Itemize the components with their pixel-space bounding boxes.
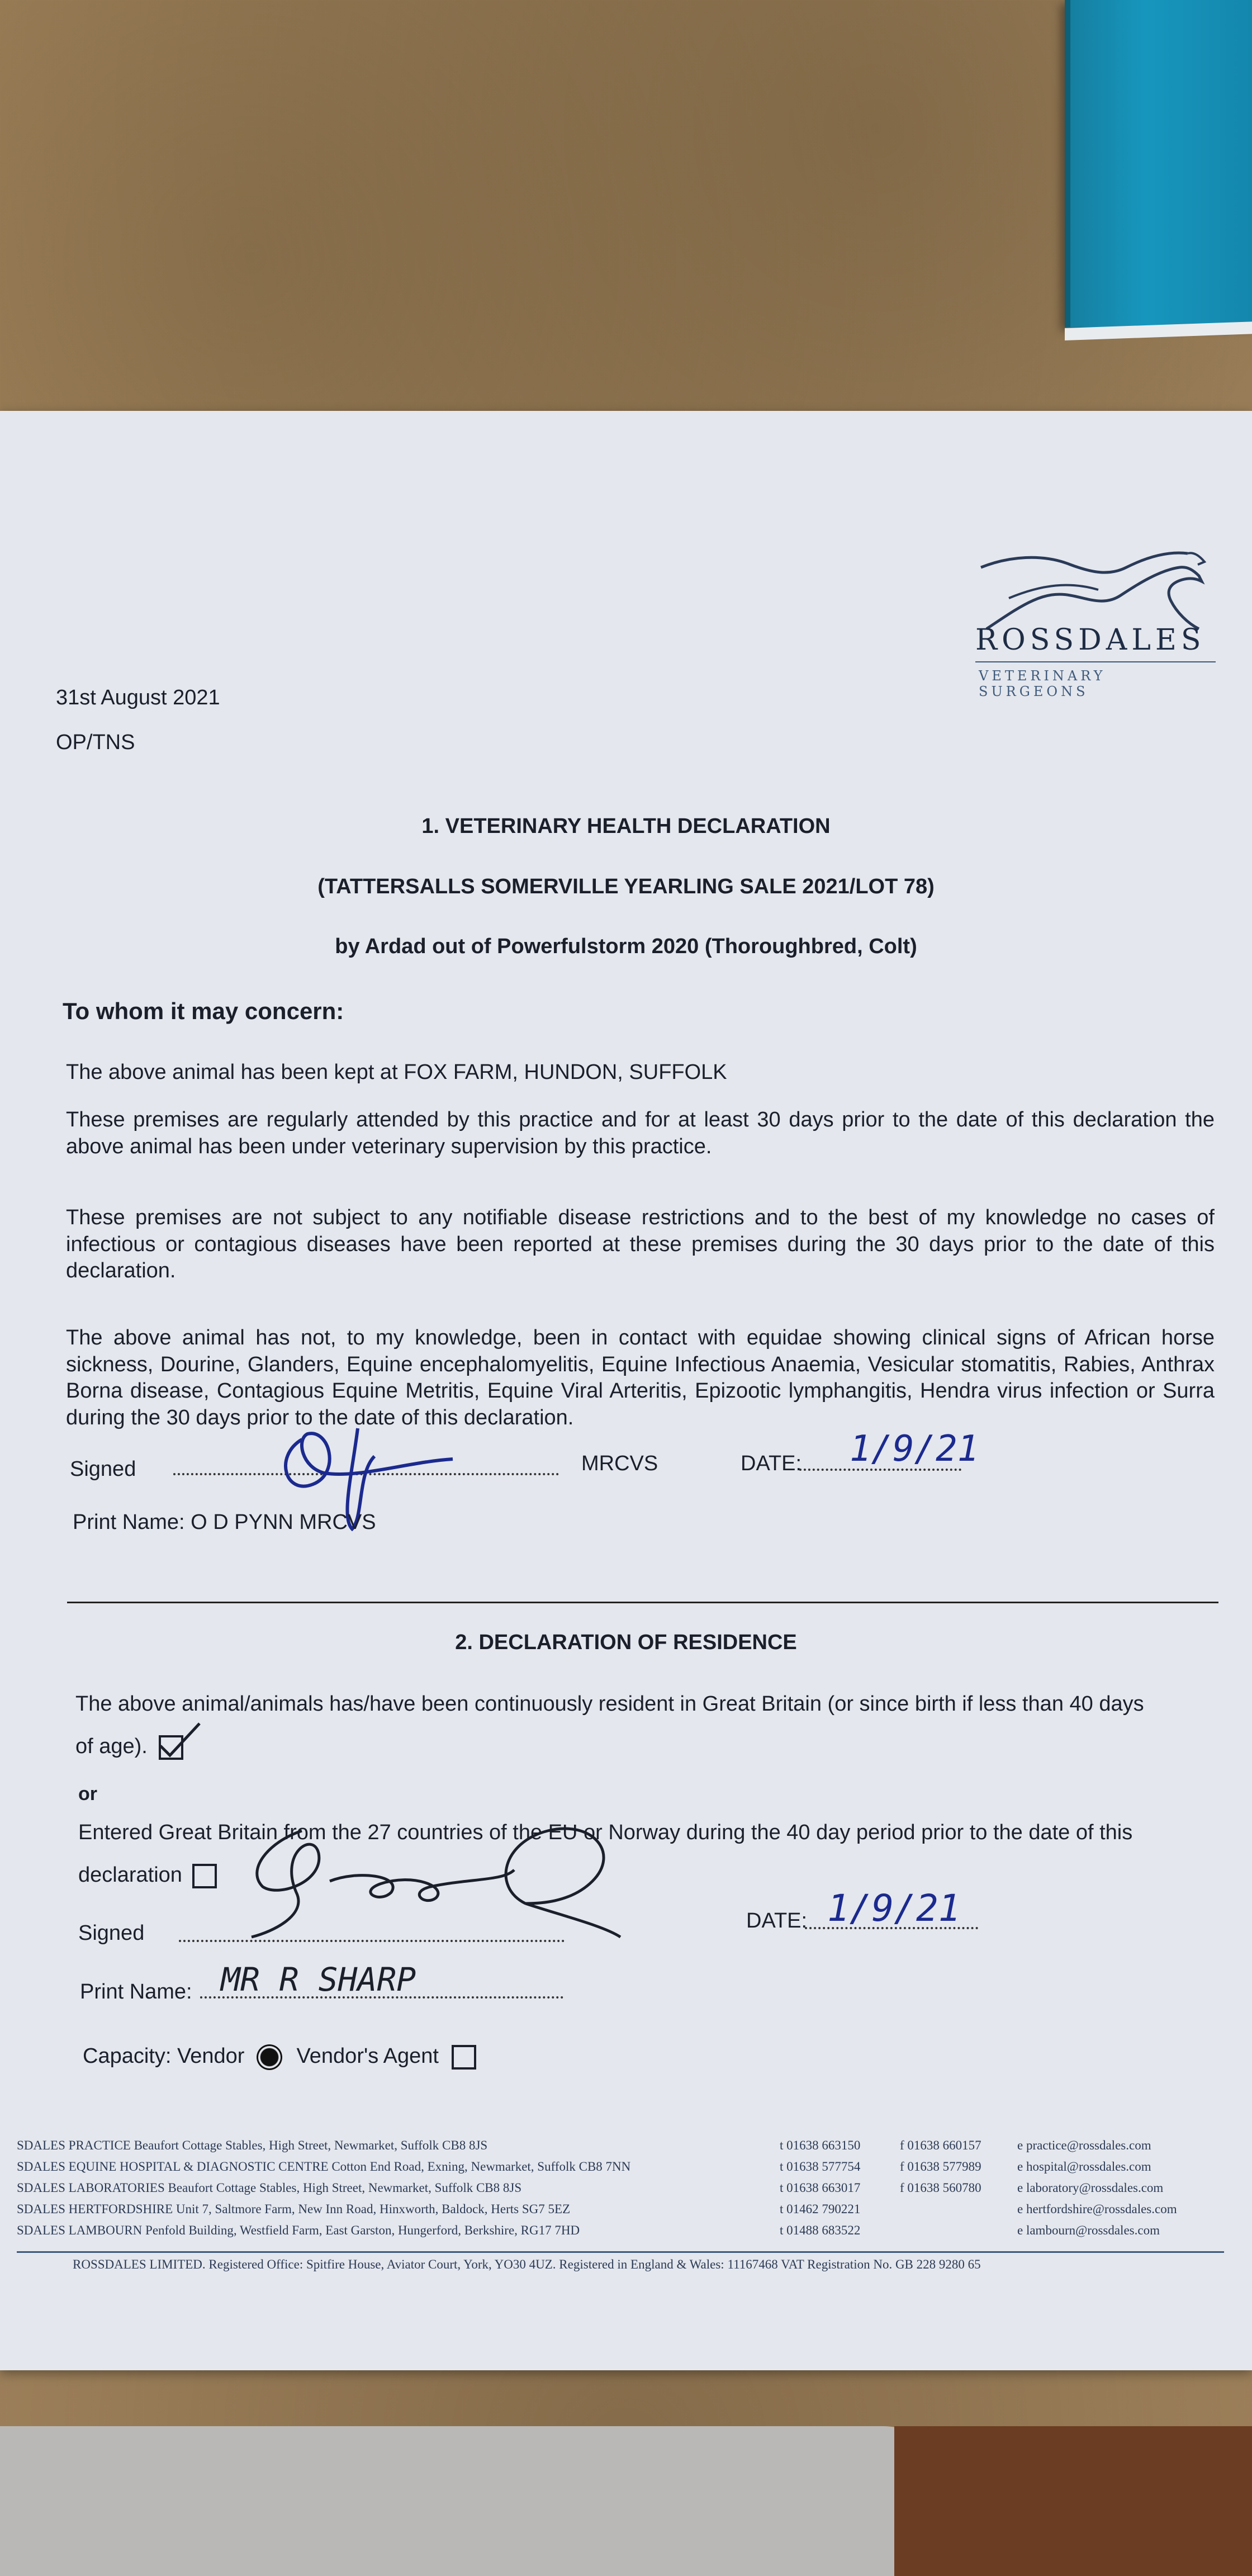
footer-phone: t 01638 577754: [780, 2160, 861, 2174]
vendors-agent-label: Vendor's Agent: [296, 2044, 439, 2068]
capacity-row: [83, 2043, 476, 2070]
logo-tagline: VETERINARY SURGEONS: [979, 668, 1106, 699]
section-divider: [67, 1602, 1218, 1603]
capacity-vendor-label: Capacity: Vendor: [83, 2044, 245, 2068]
para-premises: The above animal has been kept at FOX FARM, HUNDON, SUFFOLK: [66, 1060, 727, 1084]
footer-practice-name: SDALES EQUINE HOSPITAL & DIAGNOSTIC CENTRE Cotton End Road, Exning, Newmarket, Suffolk CB8 7NN: [17, 2160, 631, 2174]
section2-date-value: 1/9/21: [827, 1887, 961, 1930]
option1-checkbox[interactable]: [159, 1735, 183, 1760]
salutation: To whom it may concern:: [63, 998, 344, 1024]
footer-phone: t 01638 663150: [780, 2138, 861, 2152]
residence-option2-text: Entered Great Britain from the 27 countries of the EU or Norway during the 40 day period prior to the date of this declaration: [78, 1821, 1133, 1887]
footer-practice-name: SDALES PRACTICE Beaufort Cottage Stables, High Street, Newmarket, Suffolk CB8 8JS: [17, 2138, 488, 2152]
section2-title: 2. DECLARATION OF RESIDENCE: [455, 1631, 797, 1654]
footer-fax: f 01638 560780: [900, 2181, 981, 2195]
section1-date-label: DATE:: [741, 1452, 802, 1475]
footer-row: [0, 2160, 1252, 2182]
check-mark-icon: [158, 1721, 202, 1760]
footer-row: [0, 2223, 1252, 2246]
para-restrictions: These premises are not subject to any notifiable disease restrictions and to the best of my knowledge no cases of infectious or contagious diseases have been reported at these premises during the 30 days prior to the date of this declaration.: [66, 1206, 1215, 1282]
footer-row: [0, 2181, 1252, 2203]
footer-divider: [17, 2251, 1224, 2253]
vendors-agent-checkbox[interactable]: [452, 2045, 476, 2070]
vendor-selected-mark[interactable]: [258, 2046, 281, 2068]
section1-title: 1. VETERINARY HEALTH DECLARATION: [421, 815, 831, 838]
footer-email[interactable]: e lambourn@rossdales.com: [1017, 2223, 1160, 2237]
footer-email[interactable]: e laboratory@rossdales.com: [1017, 2181, 1164, 2195]
footer-row: [0, 2202, 1252, 2224]
footer-registered: ROSSDALES LIMITED. Registered Office: Spitfire House, Aviator Court, York, YO30 4UZ. Registered in England & Wales: 11167468 VAT Registration No. GB 228 9280 65: [73, 2257, 981, 2271]
section2-signed-label: Signed: [78, 1921, 145, 1945]
section2-print-name-label: Print Name:: [80, 1980, 192, 2004]
document-paper: [0, 411, 1252, 2370]
letter-date: 31st August 2021: [56, 686, 220, 709]
footer-email[interactable]: e hospital@rossdales.com: [1017, 2160, 1151, 2174]
section2-print-name-value: MR R SHARP: [221, 1961, 416, 1999]
section2-date-label: DATE:: [746, 1909, 808, 1933]
letter-ref: OP/TNS: [56, 731, 135, 754]
section1-print-name: Print Name: O D PYNN MRCVS: [73, 1510, 376, 1534]
rossdales-logo: [975, 545, 1221, 699]
section1-date-value: 1/9/21: [850, 1428, 979, 1470]
fabric-foreground: [0, 2426, 950, 2576]
footer-row: [0, 2138, 1252, 2161]
para-attended: These premises are regularly attended by this practice and for at least 30 days prior to the date of this declaration the above animal has been under veterinary supervision by this practice.: [66, 1108, 1215, 1158]
footer-practice-name: SDALES LAMBOURN Penfold Building, Westfield Farm, East Garston, Hungerford, Berkshire, RG17 7HD: [17, 2223, 580, 2237]
footer-practice-name: SDALES HERTFORDSHIRE Unit 7, Saltmore Farm, New Inn Road, Hinxworth, Baldock, Herts SG7 5EZ: [17, 2202, 571, 2216]
or-label: or: [78, 1783, 97, 1805]
footer-email[interactable]: e hertfordshire@rossdales.com: [1017, 2202, 1177, 2216]
footer-phone: t 01488 683522: [780, 2223, 861, 2237]
horse-logo-icon: [975, 545, 1210, 634]
footer-practice-name: SDALES LABORATORIES Beaufort Cottage Stables, High Street, Newmarket, Suffolk CB8 8JS: [17, 2181, 522, 2195]
footer-rows: [0, 2138, 1252, 2250]
footer-fax: f 01638 577989: [900, 2160, 981, 2174]
mrcvs-label: MRCVS: [581, 1452, 658, 1475]
footer-fax: f 01638 660157: [900, 2138, 981, 2152]
footer-phone: t 01462 790221: [780, 2202, 861, 2216]
residence-option1-text: The above animal/animals has/have been continuously resident in Great Britain (or since birth if less than 40 days of age).: [75, 1692, 1144, 1758]
blue-book: [1065, 0, 1252, 327]
vendor-signature: [212, 1820, 637, 1943]
section1-signed-label: Signed: [70, 1457, 136, 1481]
logo-name: ROSSDALES: [975, 623, 1206, 657]
section1-animal: by Ardad out of Powerfulstorm 2020 (Thoroughbred, Colt): [335, 935, 917, 958]
residence-option1: [75, 1683, 1165, 1768]
section2-signature-line: [179, 1940, 565, 1942]
footer-email[interactable]: e practice@rossdales.com: [1017, 2138, 1151, 2152]
section1-subtitle: (TATTERSALLS SOMERVILLE YEARLING SALE 2021/LOT 78): [317, 875, 935, 898]
footer-phone: t 01638 663017: [780, 2181, 861, 2195]
logo-divider: [975, 661, 1216, 662]
para-contact: The above animal has not, to my knowledge, been in contact with equidae showing clinical signs of African horse sickness, Dourine, Glanders, Equine encephalomyelitis, Equine Infectious Anaemia, Vesicular stomatitis, Rabies, Anthrax Borna disease, Contagious Equine Metritis, Equine Viral Arteritis, Epizootic lymphangitis, Hendra virus infection or Surra during the 30 days prior to the date of this declaration.: [66, 1326, 1215, 1429]
wood-foreground: [894, 2426, 1252, 2576]
